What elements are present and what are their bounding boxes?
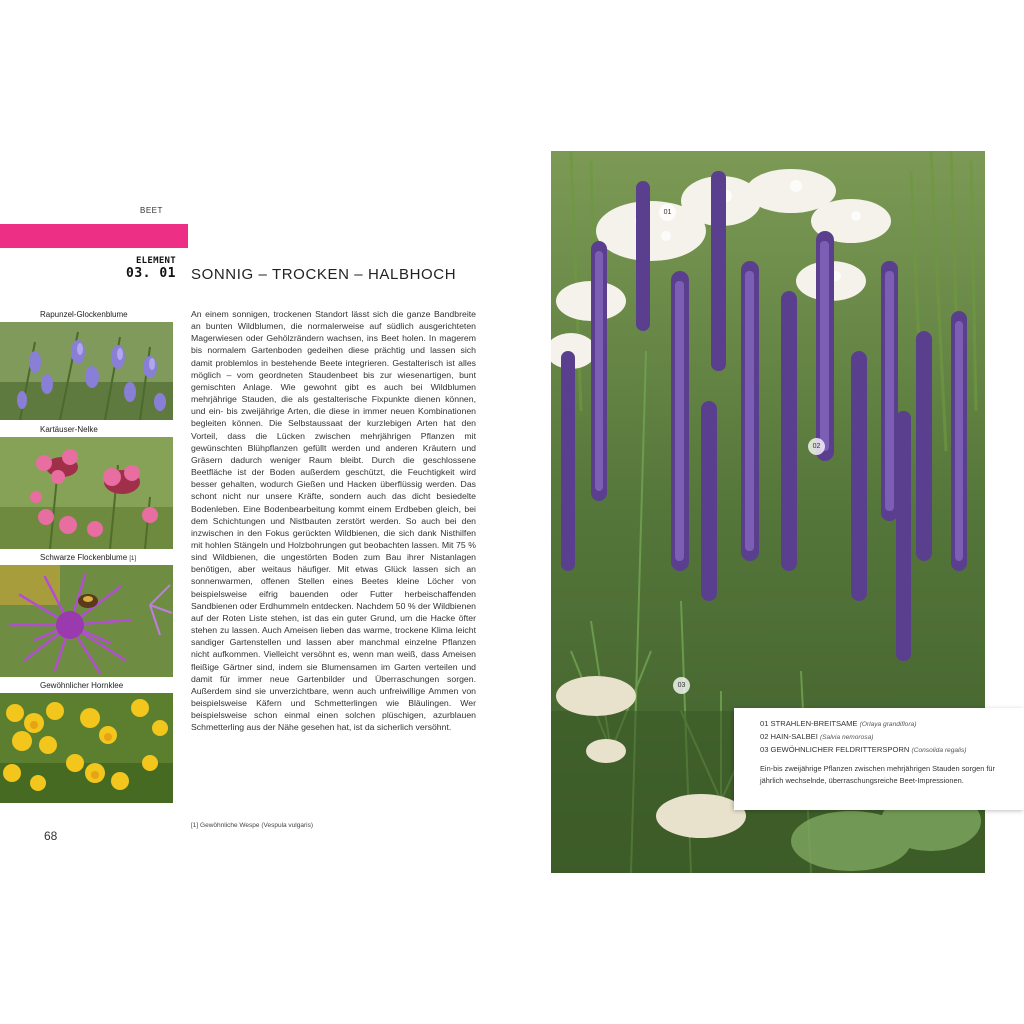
- caption-item-3: [760, 744, 1010, 757]
- thumb-label-4: Gewöhnlicher Hornklee: [40, 681, 124, 690]
- thumb-label-3: [40, 553, 136, 562]
- caption-item-1-name: 01 STRAHLEN-BREITSAME: [760, 719, 858, 728]
- caption-item-2-name: 02 HAIN-SALBEI: [760, 732, 818, 741]
- caption-content: [760, 718, 1010, 786]
- caption-item-1: [760, 718, 1010, 731]
- page-number: 68: [44, 829, 58, 843]
- thumb-label-1: Rapunzel-Glockenblume: [40, 310, 128, 319]
- photo-caption-box: [734, 708, 1024, 810]
- section-label: BEET: [140, 206, 163, 215]
- photo-marker-03: 03: [673, 677, 690, 694]
- thumb-label-3-note: [1]: [129, 556, 137, 562]
- thumb-label-2: Kartäuser-Nelke: [40, 425, 98, 434]
- caption-item-2: [760, 731, 1010, 744]
- caption-item-3-name: 03 GEWÖHNLICHER FELDRITTERSPORN: [760, 745, 910, 754]
- photo-marker-01: 01: [659, 204, 676, 221]
- element-number: 03. 01: [126, 265, 176, 281]
- accent-bar: [0, 224, 188, 248]
- thumb-photo-4: [0, 693, 173, 803]
- caption-item-1-sci: (Orlaya grandiflora): [859, 721, 917, 728]
- caption-item-3-sci: (Consolida regalis): [911, 747, 967, 754]
- thumb-photo-2: [0, 437, 173, 549]
- element-tag: [118, 257, 176, 281]
- thumb-photo-1: [0, 322, 173, 420]
- caption-item-2-sci: (Salvia nemorosa): [819, 734, 874, 741]
- page-heading: SONNIG – TROCKEN – HALBHOCH: [191, 266, 457, 283]
- photo-marker-02: 02: [808, 438, 825, 455]
- thumb-label-3-text: Schwarze Flockenblume: [40, 553, 128, 562]
- caption-description: Ein-bis zweijährige Pflanzen zwischen mehrjährigen Stauden sorgen für jährlich wechselnde, überraschungsreiche Beet-Impressionen.: [760, 764, 995, 785]
- body-text: An einem sonnigen, trockenen Standort lässt sich die ganze Bandbreite an bunten Wildblumen, die normalerweise auf südlich ausgerichteten Magerwiesen oder Gehölzrändern wachsen, ins Beet holen. In magerem bis normalem Gartenboden gedeihen diese prächtig und lassen sich damit problemlos in bestehende Beete integrieren. Gestalterisch ist alles möglich – vom geordneten Staudenbeet bis zur wiesenartigen, bunt gemischten Anlage. Wie gewohnt gibt es auch bei Wildblumen mehrjährige Stauden, die als gestalterische Fixpunkte dienen können, und ein- bis zweijährige Arten, die diese in immer neuen Kombinationen begleiten können. Die Selbstaussaat der kurzlebigen Arten hat den Vorteil, dass die Lücken zwischen mehrjährigen Pflanzen mit gewünschten Blühpflanzen gefüllt werden und anderen Kräutern und Gräsern dadurch weniger Raum bleibt. Durch die geschlossene Beetfläche ist der Boden außerdem geschützt, die Feuchtigkeit wird besser gehalten, wodurch Gießen und Hacken überflüssig werden. Das schont nicht nur unsere Kräfte, sondern auch das dicht besiedelte Bodenleben. Eine Bodenbearbeitung kommt einem Erdbeben gleich, bei dem Schichtungen und Nistbauten zerstört werden. So auch bei den inzwischen in den Fokus gerückten Wildbienen, die sich dank Nisthilfen mit hohlen Stängeln und Holzbohrungen gut beobachten lassen. Mit 75 % sind Wildbienen, die ungestörten Boden zum Bau ihrer Nistanlagen benötigen, aber weitaus häufiger. Mit etwas Glück lassen sich an sonnenwarmen, offenen Stellen eines Beetes kleine Löcher von beispielsweise eifrig bauenden oder Futter herbeischaffenden Sandbienen oder Erdhummeln entdecken. Nachdem 50 % der Wildbienen auf der Roten Liste stehen, ist das ein guter Grund, um die Hacke öfter stehen zu lassen. Auch Ameisen lieben das warme, trockene Klima leicht sandiger Gartenstellen und lassen aber manchmal einzelne Pflanzen nicht aufkommen. Vielleicht versöhnt es, wenn man weiß, dass Ameisen fleißige Gärtner sind, indem sie Blumensamen im Garten verteilen und damit für immer neue Gartenbilder und Überraschungen sorgen. Außerdem sind sie unverzichtbare, wenn auch unfreiwillige Ammen von beispielsweise Käfern und Schmetterlingen wie Bläulingen. Wer beispielsweise schon einmal einen solchen plüschigen, azurblauen Schmetterling aus der Nähe gesehen hat, ist da sicherlich versöhnt.: [191, 309, 476, 733]
- footnote: [1] Gewöhnliche Wespe (Vespula vulgaris): [191, 822, 313, 829]
- thumb-photo-3: [0, 565, 173, 677]
- element-label: ELEMENT: [135, 256, 176, 266]
